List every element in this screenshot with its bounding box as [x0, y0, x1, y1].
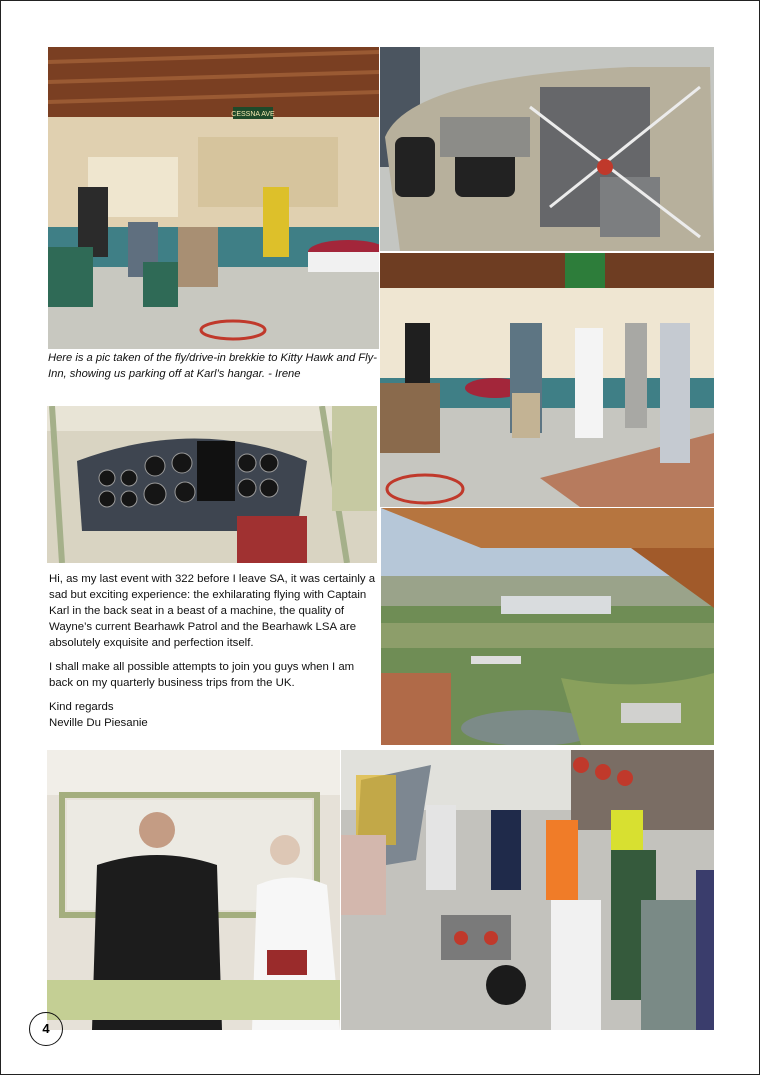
hangar-group-photo: [380, 253, 714, 507]
letter-closing: Kind regards: [49, 701, 114, 713]
page-number: 4: [29, 1012, 63, 1046]
hangar-brekkie-photo: [48, 47, 379, 349]
engine-group-photo: [341, 750, 714, 1030]
photo-caption: Here is a pic taken of the fly/drive-in brekkie to Kitty Hawk and Fly-Inn, showing us parking off at Karl’s hangar. - Irene: [48, 352, 377, 380]
instrument-panel-photo: [47, 406, 377, 563]
engine-photo: [380, 47, 714, 251]
letter-paragraph-2: I shall make all possible attempts to join you guys when I am back on my quarterly business trips from the UK.: [49, 661, 355, 689]
letter-paragraph-1: Hi, as my last event with 322 before I leave SA, it was certainly a sad but exciting experience: the exhilarating flying with Captain Karl in the back seat in a beast of a machine, the quality of Wayne’s current Bearhawk Patrol and the Bearhawk LSA are absolutely exquisite and perfection itself.: [49, 573, 376, 649]
letter-text: [49, 571, 379, 731]
aircraft-frame-photo: [47, 750, 340, 1030]
aerial-view-photo: [381, 508, 714, 745]
letter-signature: Neville Du Piesanie: [49, 717, 148, 729]
cessna-ave-sign: CESSNA AVE: [231, 111, 275, 118]
